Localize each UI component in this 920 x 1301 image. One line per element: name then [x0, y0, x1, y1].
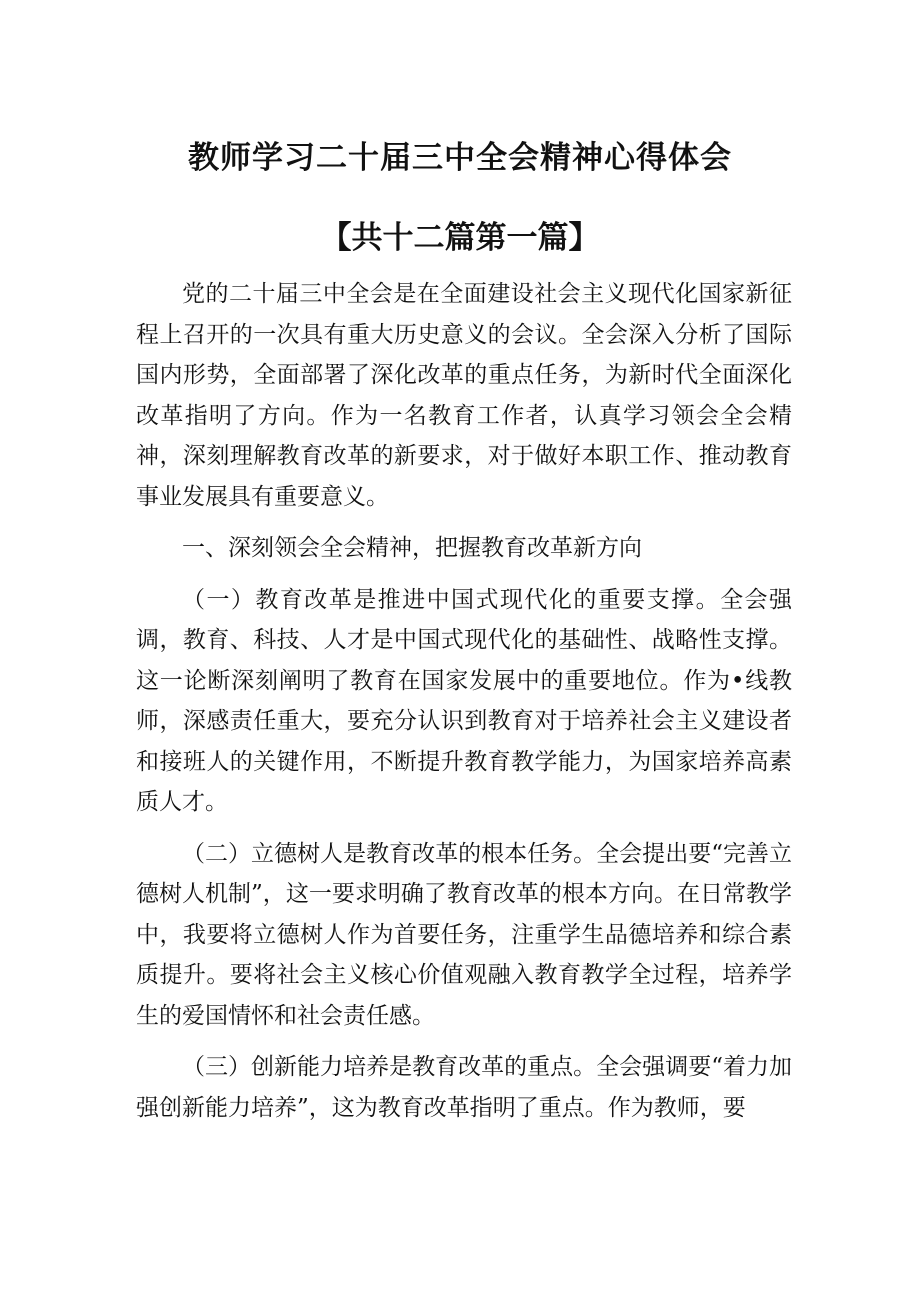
section-heading: 一、深刻领会全会精神，把握教育改革新方向 — [182, 535, 642, 561]
document-body — [136, 274, 792, 1128]
intro-paragraph: 党的二十届三中全会是在全面建设社会主义现代化国家新征程上召开的一次具有重大历史意义的会议。全会深入分析了国际国内形势，全面部署了深化改革的重点任务，为新时代全面深化改革指明了方向。作为一名教育工作者，认真学习领会全会精神，深刻理解教育改革的新要求，对于做好本职工作、推动教育事业发展具有重要意义。 — [136, 281, 792, 510]
subsection-paragraph-1: （一）教育改革是推进中国式现代化的重要支撑。全会强调，教育、科技、人才是中国式现代化的基础性、战略性支撑。这一论断深刻阐明了教育在国家发展中的重要地位。作为•线教师，深感责任重大，要充分认识到教育对于培养社会主义建设者和接班人的关键作用，不断提升教育教学能力，为国家培养高素质人才。 — [136, 586, 792, 815]
document-subtitle: 【共十二篇第一篇】 — [320, 220, 600, 256]
subsection-paragraph-3: （三）创新能力培养是教育改革的重点。全会强调要“着力加强创新能力培养”，这为教育改革指明了重点。作为教师，要 — [136, 1054, 792, 1121]
subsection-paragraph-2: （二）立德树人是教育改革的根本任务。全会提出要“完善立德树人机制”，这一要求明确了教育改革的根本方向。在日常教学中，我要将立德树人作为首要任务，注重学生品德培养和综合素质提升。要将社会主义核心价值观融入教育教学全过程，培养学生的爱国情怀和社会责任感。 — [136, 840, 792, 1029]
document-title: 教师学习二十届三中全会精神心得体会 — [188, 140, 732, 176]
